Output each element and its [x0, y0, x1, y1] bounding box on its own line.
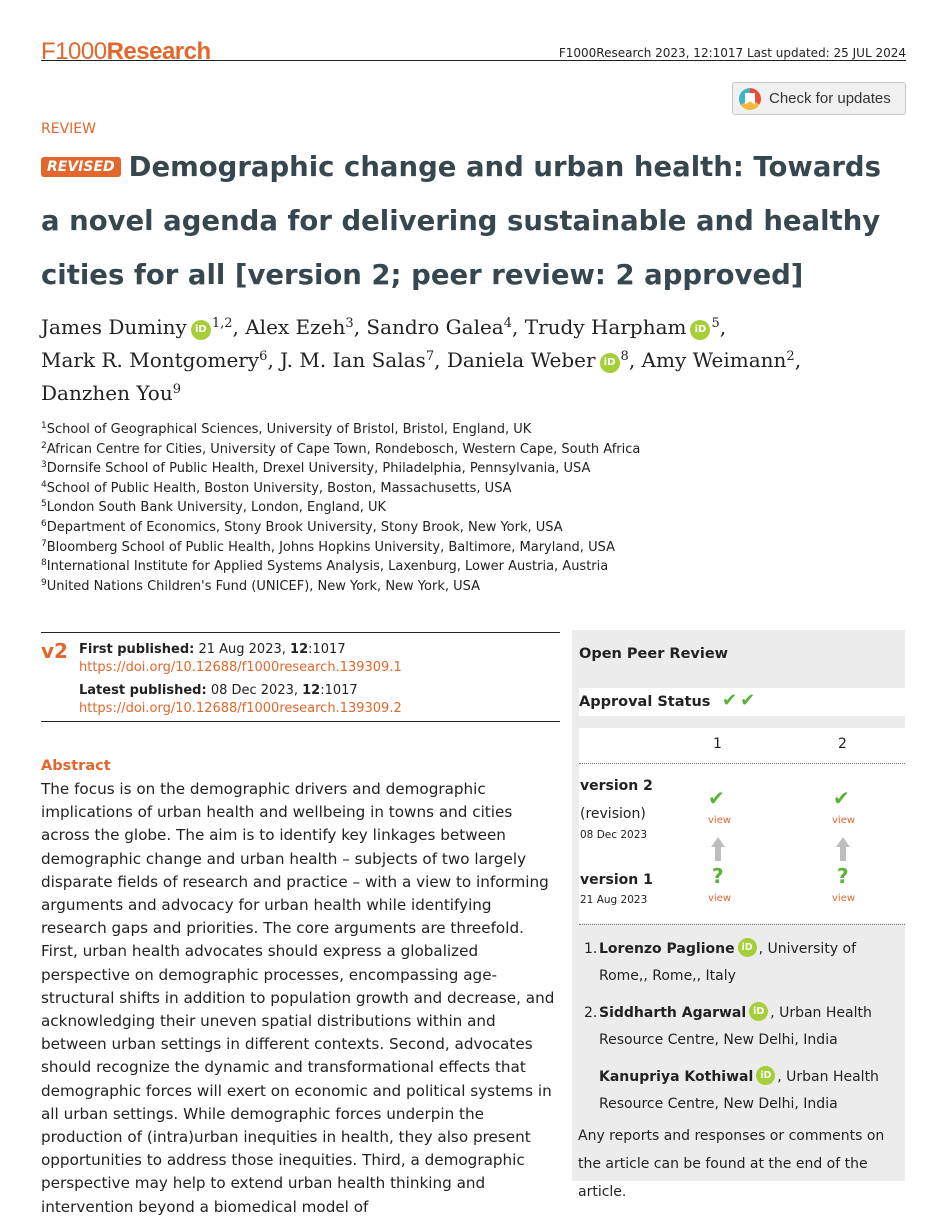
- first-published-label: First published:: [79, 642, 195, 657]
- approved-check-icon: ✔: [708, 786, 725, 810]
- question-mark-icon: ?: [837, 864, 849, 888]
- affiliation-list: [41, 420, 640, 596]
- first-published-volume: 12: [290, 642, 309, 657]
- check-for-updates-label: Check for updates: [769, 90, 891, 107]
- approval-status-row: [579, 688, 905, 716]
- author-affiliation-number: 3: [345, 316, 354, 331]
- first-published: [79, 642, 346, 657]
- affiliation-text: Bloomberg School of Public Health, Johns Hopkins University, Baltimore, Maryland, USA: [46, 539, 615, 555]
- latest-published-doi-link[interactable]: https://doi.org/10.12688/f1000research.139309.2: [79, 701, 402, 716]
- reviewer-affiliation: , Urban Health Resource Centre, New Delhi, India: [599, 1069, 879, 1112]
- affiliation: [41, 479, 640, 499]
- affiliation: [41, 459, 640, 479]
- affiliation-number: 9: [41, 577, 47, 588]
- reviewer-affiliation: , University of Rome,, Rome,, Italy: [599, 941, 857, 984]
- orcid-icon[interactable]: iD: [749, 1002, 768, 1021]
- author-name: J. M. Ian Salas: [280, 348, 426, 372]
- reviewer-column-2: 2: [838, 736, 847, 752]
- peer-review-footer-note: Any reports and responses or comments on the article can be found at the end of the article.: [578, 1128, 885, 1200]
- version-2-date: 08 Dec 2023: [580, 829, 648, 841]
- header-divider: [41, 60, 906, 61]
- logo-prefix: F1000: [41, 38, 107, 65]
- author-separator: ,: [267, 348, 281, 372]
- version-label: v2: [41, 639, 68, 663]
- table-divider: [579, 763, 905, 764]
- approval-check-icons: ✔✔: [722, 690, 759, 711]
- affiliation: [41, 420, 640, 440]
- author-name: James Duminy: [41, 315, 187, 339]
- author-separator: ,: [719, 315, 727, 339]
- f1000research-logo[interactable]: [41, 38, 211, 66]
- author-separator: ,: [232, 315, 246, 339]
- author-name: Alex Ezeh: [245, 315, 346, 339]
- author-affiliation-number: 2: [786, 349, 795, 364]
- author-name: Mark R. Montgomery: [41, 348, 260, 372]
- orcid-icon[interactable]: iD: [600, 353, 620, 373]
- author-separator: ,: [794, 348, 802, 372]
- logo-suffix: Research: [106, 38, 211, 65]
- arrow-up-icon: [836, 837, 850, 861]
- view-report-link[interactable]: view: [832, 893, 856, 904]
- reviewer-number: 2.: [584, 1005, 598, 1021]
- affiliation: [41, 518, 640, 538]
- abstract-text: The focus is on the demographic drivers and demographic implications of urban health and wellbeing in towns and cities across the globe. The aim is to identify key linkages between demographic change and urban health – subjects of two largely disparate fields of research and practice – with a view to informing arguments and advocacy for urban health while identifying research gaps and priorities. The core arguments are threefold. First, urban health advocates should express a globalized perspective on demographic processes, encompassing age-structural shifts in addition to population growth and decrease, and acknowledging their uneven spatial distributions within and between urban settings in different contexts. Second, advocates should recognize the dynamic and transformational effects that demographic forces will exert on economic and political systems in all urban settings. While demographic forces underpin the production of (intra)urban inequities in health, they also present opportunities to address those inequities. Third, a demographic perspective may help to extend urban health thinking and intervention beyond a biomedical model of: [41, 780, 555, 1216]
- author-list: [41, 311, 901, 410]
- affiliation-number: 2: [41, 440, 47, 451]
- author-affiliation-number: 4: [503, 316, 513, 331]
- author[interactable]: [525, 315, 720, 339]
- view-report-link[interactable]: view: [708, 815, 732, 826]
- affiliation-text: Department of Economics, Stony Brook University, Stony Brook, New York, USA: [46, 519, 563, 535]
- reviewer-list: [584, 936, 899, 1128]
- affiliation-text: United Nations Children's Fund (UNICEF), New York, New York, USA: [46, 578, 481, 594]
- affiliation: [41, 440, 640, 460]
- affiliation-number: 7: [41, 538, 47, 549]
- author-name: Trudy Harpham: [524, 315, 687, 339]
- orcid-icon[interactable]: iD: [690, 320, 710, 340]
- affiliation: [41, 498, 640, 518]
- version-1-date: 21 Aug 2023: [580, 894, 648, 906]
- orcid-icon[interactable]: iD: [756, 1066, 775, 1085]
- affiliation-text: School of Public Health, Boston University, Boston, Massachusetts, USA: [46, 480, 512, 496]
- question-mark-icon: ?: [712, 864, 724, 888]
- reviewer-number: 1.: [584, 941, 598, 957]
- author-affiliation-number: 8: [620, 349, 629, 364]
- affiliation-number: 8: [41, 558, 47, 569]
- latest-published: [79, 683, 358, 698]
- article-type: REVIEW: [41, 121, 96, 137]
- author[interactable]: [41, 381, 181, 405]
- affiliation-text: School of Geographical Sciences, University of Bristol, Bristol, England, UK: [46, 422, 532, 437]
- first-published-page: :1017: [308, 642, 346, 657]
- author-separator: ,: [512, 315, 525, 339]
- reviewer-name[interactable]: Siddharth Agarwal: [599, 1005, 747, 1021]
- affiliation: [41, 557, 640, 577]
- affiliation: [41, 538, 640, 558]
- check-for-updates-button[interactable]: [732, 82, 906, 115]
- author-separator: ,: [353, 315, 367, 339]
- open-peer-review-panel: [572, 630, 905, 1200]
- affiliation: [41, 577, 640, 597]
- latest-published-date: 08 Dec 2023,: [210, 683, 298, 698]
- author-affiliation-number: 5: [711, 316, 720, 331]
- affiliation-text: London South Bank University, London, England, UK: [46, 500, 387, 516]
- author-name: Amy Weimann: [641, 348, 787, 372]
- author[interactable]: [366, 315, 512, 339]
- author-separator: ,: [628, 348, 642, 372]
- approval-status-label: Approval Status: [579, 694, 711, 710]
- author[interactable]: [41, 348, 267, 372]
- orcid-icon[interactable]: iD: [191, 320, 211, 340]
- affiliation-text: Dornsife School of Public Health, Drexel University, Philadelphia, Pennsylvania, USA: [46, 461, 591, 477]
- view-report-link[interactable]: view: [832, 815, 856, 826]
- affiliation-number: 4: [41, 479, 47, 490]
- affiliation-number: 1: [41, 421, 47, 431]
- orcid-icon[interactable]: iD: [738, 938, 757, 957]
- table-divider: [579, 924, 905, 925]
- publication-info: [41, 632, 560, 722]
- view-report-link[interactable]: view: [708, 893, 732, 904]
- author-name: Sandro Galea: [366, 315, 504, 339]
- journal-citation: F1000Research 2023, 12:1017 Last updated: 25 JUL 2024: [558, 46, 906, 60]
- author-affiliation-number: 7: [425, 349, 435, 364]
- article-title: [41, 140, 901, 302]
- author-name: Daniela Weber: [446, 348, 596, 372]
- author-name: Danzhen You: [41, 381, 173, 405]
- article-title-text: Demographic change and urban health: Towards a novel agenda for delivering sustainable and healthy cities for all: [41, 151, 881, 291]
- author[interactable]: [245, 315, 353, 339]
- author-separator: ,: [434, 348, 447, 372]
- latest-published-label: Latest published:: [79, 683, 207, 698]
- reviewer-item: [584, 1000, 899, 1054]
- reviewer-item: [584, 1064, 899, 1118]
- version-1-label: version 1: [580, 872, 653, 888]
- reviewer-name[interactable]: Lorenzo Paglione: [599, 941, 735, 957]
- affiliation-number: 3: [41, 460, 47, 471]
- version-2-label: version 2: [580, 778, 653, 794]
- latest-published-volume: 12: [302, 683, 321, 698]
- author-affiliation-number: 1,2: [211, 316, 233, 331]
- author-affiliation-number: 6: [259, 349, 268, 364]
- affiliation-text: African Centre for Cities, University of Cape Town, Rondebosch, Western Cape, South Africa: [46, 441, 641, 457]
- author[interactable]: [280, 348, 434, 372]
- reviewer-name[interactable]: Kanupriya Kothiwal: [599, 1069, 754, 1085]
- reviewer-column-1: 1: [713, 736, 722, 752]
- reviewer-item: [584, 936, 899, 990]
- author[interactable]: [642, 348, 795, 372]
- first-published-doi-link[interactable]: https://doi.org/10.12688/f1000research.139309.1: [79, 660, 402, 675]
- version-note: [version 2; peer review: 2 approved]: [234, 259, 804, 291]
- first-published-date: 21 Aug 2023,: [198, 642, 286, 657]
- review-status-table: [579, 728, 905, 923]
- affiliation-number: 5: [41, 499, 47, 510]
- abstract-heading: Abstract: [41, 758, 111, 774]
- reviewer-affiliation: , Urban Health Resource Centre, New Delhi, India: [599, 1005, 872, 1048]
- approved-check-icon: ✔: [833, 786, 850, 810]
- crossmark-icon: [739, 88, 761, 110]
- latest-published-page: :1017: [320, 683, 358, 698]
- revised-badge: REVISED: [41, 157, 121, 177]
- author-affiliation-number: 9: [172, 382, 181, 397]
- author[interactable]: [447, 348, 629, 372]
- author[interactable]: [41, 315, 233, 339]
- arrow-up-icon: [711, 837, 725, 861]
- affiliation-number: 6: [41, 518, 47, 529]
- affiliation-text: International Institute for Applied Systems Analysis, Laxenburg, Lower Austria, Austria: [46, 559, 609, 575]
- revision-label: (revision): [580, 806, 646, 822]
- open-peer-review-title: Open Peer Review: [579, 646, 729, 662]
